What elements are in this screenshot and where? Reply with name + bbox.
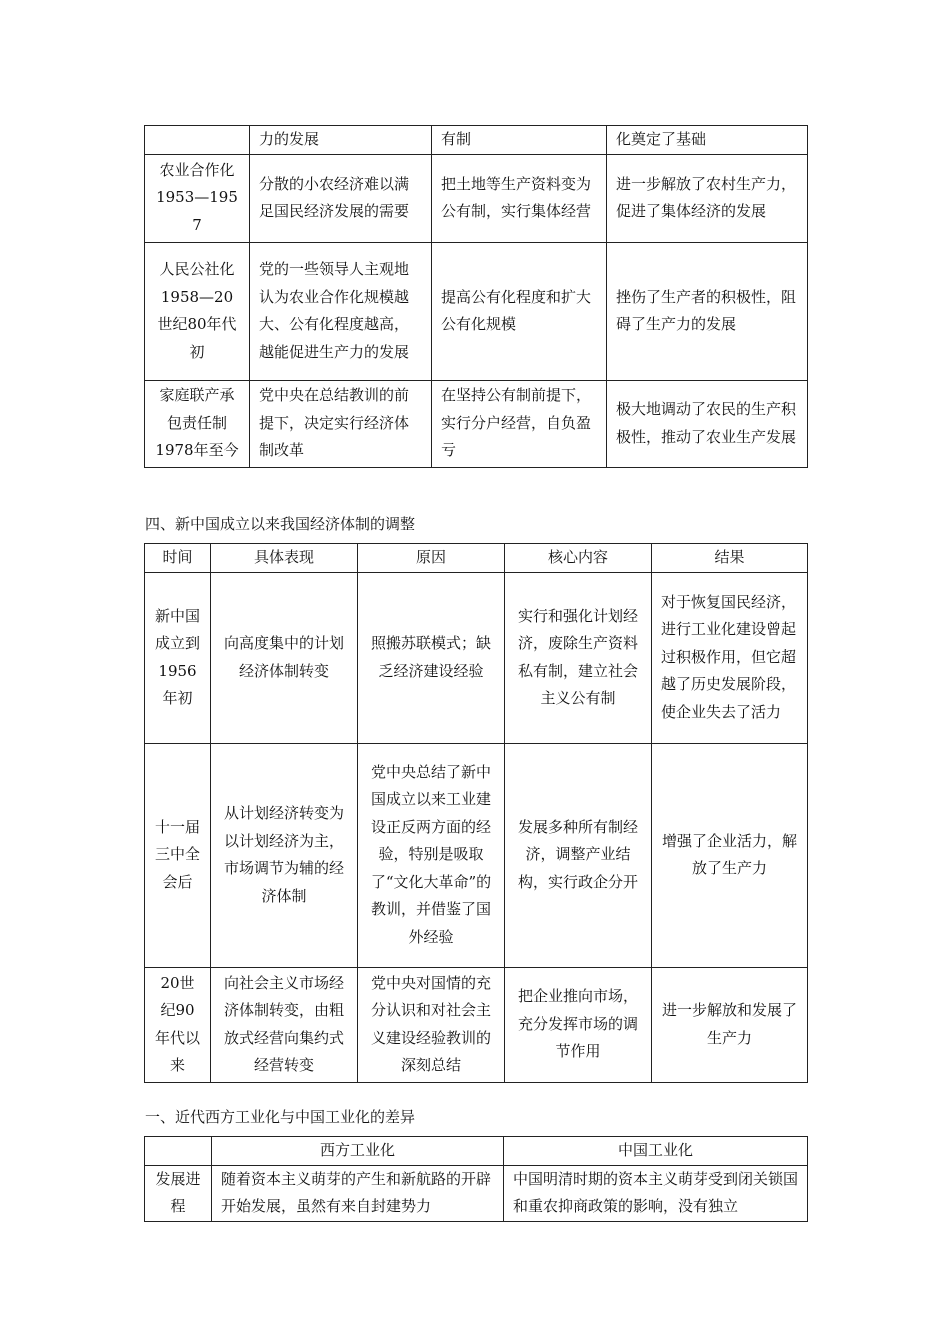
impact-cell: 进一步解放了农村生产力，促进了集体经济的发展 xyxy=(607,154,808,242)
impact-cell: 挫伤了生产者的积极性，阻碍了生产力的发展 xyxy=(607,242,808,380)
result-cell: 增强了企业活力，解放了生产力 xyxy=(652,743,808,967)
period-cell: 家庭联产承包责任制 1978年至今 xyxy=(145,380,250,467)
agriculture-table xyxy=(144,125,808,468)
result-cell: 进一步解放和发展了生产力 xyxy=(652,967,808,1082)
table-row xyxy=(145,380,808,467)
header-cell: 原因 xyxy=(358,544,505,573)
table-row xyxy=(145,743,808,967)
header-cell xyxy=(145,1137,212,1166)
manifestation-cell: 向高度集中的计划经济体制转变 xyxy=(211,572,358,743)
table-header-row xyxy=(145,1137,808,1166)
period-cell: 农业合作化 1953—1957 xyxy=(145,154,250,242)
table-cell: 有制 xyxy=(432,126,607,155)
table-cell: 力的发展 xyxy=(250,126,432,155)
content-cell: 提高公有化程度和扩大公有化规模 xyxy=(432,242,607,380)
content-cell: 把土地等生产资料变为公有制，实行集体经营 xyxy=(432,154,607,242)
time-cell: 20世纪90年代以来 xyxy=(145,967,211,1082)
impact-cell: 极大地调动了农民的生产积极性，推动了农业生产发展 xyxy=(607,380,808,467)
core-cell: 把企业推向市场，充分发挥市场的调节作用 xyxy=(505,967,652,1082)
reason-cell: 照搬苏联模式；缺乏经济建设经验 xyxy=(358,572,505,743)
economic-system-table xyxy=(144,543,808,1083)
table-cell xyxy=(145,126,250,155)
header-cell: 具体表现 xyxy=(211,544,358,573)
table-row xyxy=(145,126,808,155)
header-cell: 中国工业化 xyxy=(504,1137,808,1166)
table-header-row xyxy=(145,544,808,573)
table-cell: 化奠定了基础 xyxy=(607,126,808,155)
table-row xyxy=(145,572,808,743)
table-row xyxy=(145,154,808,242)
reason-cell: 党中央总结了新中国成立以来工业建设正反两方面的经验，特别是吸取了“文化大革命”的教训，并借鉴了国外经验 xyxy=(358,743,505,967)
background-cell: 党的一些领导人主观地认为农业合作化规模越大、公有化程度越高，越能促进生产力的发展 xyxy=(250,242,432,380)
table-row xyxy=(145,967,808,1082)
header-cell: 核心内容 xyxy=(505,544,652,573)
table-row xyxy=(145,242,808,380)
period-cell: 人民公社化 1958—20世纪80年代初 xyxy=(145,242,250,380)
background-cell: 党中央在总结教训的前提下，决定实行经济体制改革 xyxy=(250,380,432,467)
background-cell: 分散的小农经济难以满足国民经济发展的需要 xyxy=(250,154,432,242)
manifestation-cell: 向社会主义市场经济体制转变，由粗放式经营向集约式经营转变 xyxy=(211,967,358,1082)
industrialization-table xyxy=(144,1136,808,1222)
header-cell: 结果 xyxy=(652,544,808,573)
manifestation-cell: 从计划经济转变为以计划经济为主，市场调节为辅的经济体制 xyxy=(211,743,358,967)
core-cell: 实行和强化计划经济，废除生产资料私有制，建立社会主义公有制 xyxy=(505,572,652,743)
section-heading: 一、近代西方工业化与中国工业化的差异 xyxy=(145,1108,416,1126)
table-row xyxy=(145,1165,808,1221)
section-heading: 四、新中国成立以来我国经济体制的调整 xyxy=(145,515,416,533)
content-cell: 在坚持公有制前提下，实行分户经营，自负盈亏 xyxy=(432,380,607,467)
header-cell: 西方工业化 xyxy=(212,1137,504,1166)
result-cell: 对于恢复国民经济，进行工业化建设曾起过积极作用，但它超越了历史发展阶段，使企业失去了活力 xyxy=(652,572,808,743)
time-cell: 十一届三中全会后 xyxy=(145,743,211,967)
core-cell: 发展多种所有制经济，调整产业结构，实行政企分开 xyxy=(505,743,652,967)
label-cell: 发展进程 xyxy=(145,1165,212,1221)
china-cell: 中国明清时期的资本主义萌芽受到闭关锁国和重农抑商政策的影响，没有独立 xyxy=(504,1165,808,1221)
time-cell: 新中国成立到1956年初 xyxy=(145,572,211,743)
west-cell: 随着资本主义萌芽的产生和新航路的开辟开始发展，虽然有来自封建势力 xyxy=(212,1165,504,1221)
reason-cell: 党中央对国情的充分认识和对社会主义建设经验教训的深刻总结 xyxy=(358,967,505,1082)
header-cell: 时间 xyxy=(145,544,211,573)
